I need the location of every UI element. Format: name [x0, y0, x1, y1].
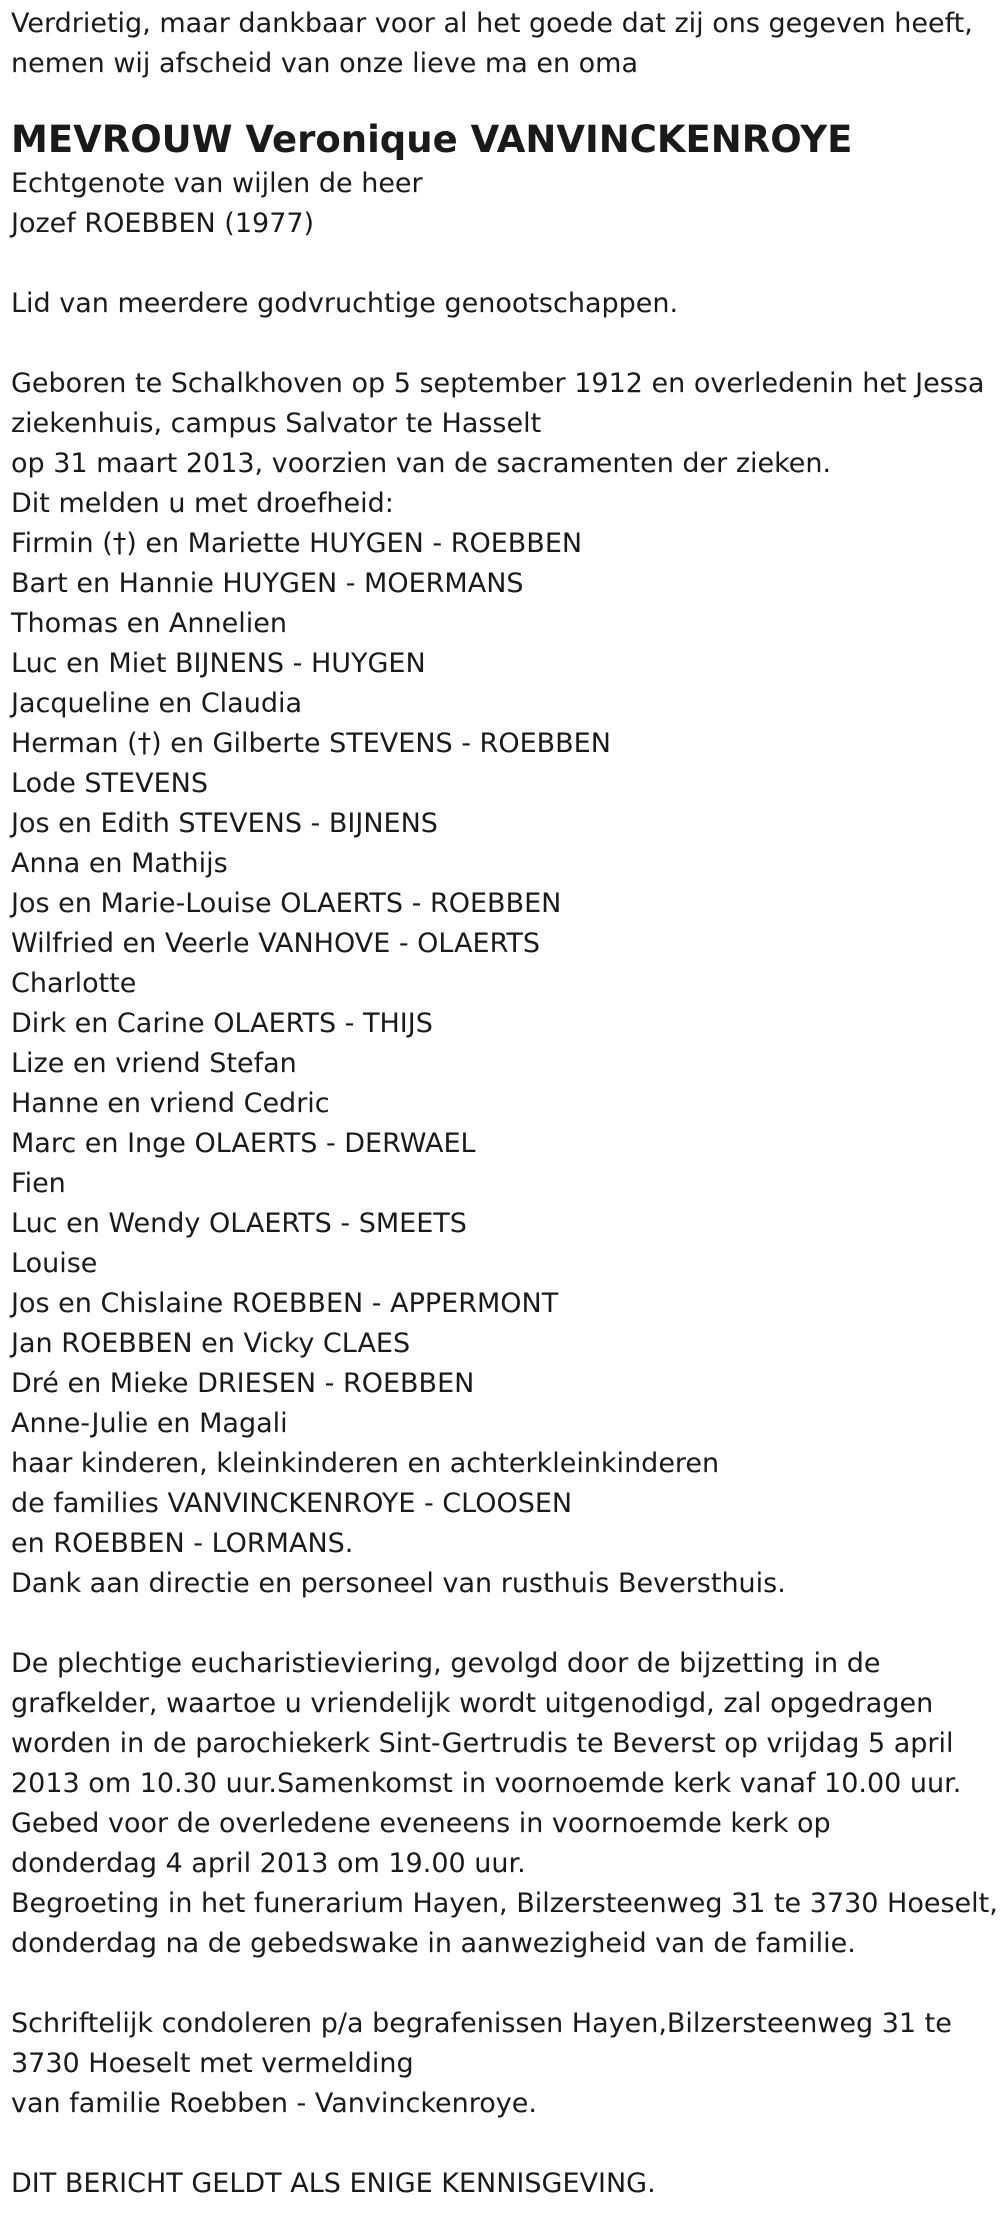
mourner-line: Charlotte [11, 968, 137, 999]
birth-death-line: ziekenhuis, campus Salvator te Hasselt [11, 408, 542, 439]
birth-death-line: op 31 maart 2013, voorzien van de sacramenten der zieken. [11, 448, 832, 479]
membership-line: Lid van meerdere godvruchtige genootschappen. [11, 288, 679, 319]
ceremony-line: Gebed voor de overledene eveneens in voornoemde kerk op [11, 1808, 831, 1839]
spacer [11, 1964, 990, 2004]
mourner-line: Jacqueline en Claudia [11, 688, 303, 719]
mourner-line: Hanne en vriend Cedric [11, 1088, 330, 1119]
ceremony-line: Begroeting in het funerarium Hayen, Bilzersteenweg 31 te 3730 Hoeselt, [11, 1888, 998, 1919]
spacer [11, 244, 990, 284]
intro-line: nemen wij afscheid van onze lieve ma en oma [11, 48, 639, 79]
mourner-line: en ROEBBEN - LORMANS. [11, 1528, 354, 1559]
mourner-line: haar kinderen, kleinkinderen en achterkleinkinderen [11, 1448, 720, 1479]
birth-death-line: Dit melden u met droefheid: [11, 488, 394, 519]
intro-block [11, 4, 990, 84]
mourner-line: Marc en Inge OLAERTS - DERWAEL [11, 1128, 476, 1159]
ceremony-line: donderdag na de gebedswake in aanwezigheid van de familie. [11, 1928, 856, 1959]
mourner-line: Jos en Chislaine ROEBBEN - APPERMONT [11, 1288, 559, 1319]
mourners-list [11, 524, 990, 1604]
mourner-line: Lode STEVENS [11, 768, 208, 799]
mourner-line: Jan ROEBBEN en Vicky CLAES [11, 1328, 411, 1359]
condolences-line: Schriftelijk condoleren p/a begrafenissen Hayen,Bilzersteenweg 31 te [11, 2008, 952, 2039]
mourner-line: Dré en Mieke DRIESEN - ROEBBEN [11, 1368, 475, 1399]
mourner-line: Firmin (†) en Mariette HUYGEN - ROEBBEN [11, 528, 583, 559]
birth-death-line: Geboren te Schalkhoven op 5 september 1912 en overledenin het Jessa [11, 368, 985, 399]
spacer [11, 2124, 990, 2164]
notice-line: DIT BERICHT GELDT ALS ENIGE KENNISGEVING. [11, 2168, 656, 2199]
condolences-block [11, 2004, 990, 2124]
mourner-line: Anne-Julie en Magali [11, 1408, 288, 1439]
ceremony-line: De plechtige eucharistieviering, gevolgd door de bijzetting in de [11, 1648, 881, 1679]
mourner-line: Anna en Mathijs [11, 848, 228, 879]
ceremony-line: donderdag 4 april 2013 om 19.00 uur. [11, 1848, 526, 1879]
mourner-line: Jos en Marie-Louise OLAERTS - ROEBBEN [11, 888, 562, 919]
mourner-line: Dirk en Carine OLAERTS - THIJS [11, 1008, 433, 1039]
birth-death-block [11, 364, 990, 524]
ceremony-line: grafkelder, waartoe u vriendelijk wordt uitgenodigd, zal opgedragen [11, 1688, 934, 1719]
intro-line: Verdrietig, maar dankbaar voor al het goede dat zij ons gegeven heeft, [11, 8, 973, 39]
mourner-line: Wilfried en Veerle VANHOVE - OLAERTS [11, 928, 541, 959]
spouse-block [11, 164, 990, 244]
ceremony-line: 2013 om 10.30 uur.Samenkomst in voornoemde kerk vanaf 10.00 uur. [11, 1768, 962, 1799]
mourner-line: Fien [11, 1168, 66, 1199]
spacer [11, 324, 990, 364]
condolences-line: van familie Roebben - Vanvinckenroye. [11, 2088, 537, 2119]
mourner-line: Lize en vriend Stefan [11, 1048, 297, 1079]
condolences-line: 3730 Hoeselt met vermelding [11, 2048, 414, 2079]
mourner-line: Jos en Edith STEVENS - BIJNENS [11, 808, 438, 839]
mourner-line: Herman (†) en Gilberte STEVENS - ROEBBEN [11, 728, 611, 759]
mourner-line: Luc en Miet BIJNENS - HUYGEN [11, 648, 426, 679]
mourner-line: Luc en Wendy OLAERTS - SMEETS [11, 1208, 467, 1239]
spouse-line: Jozef ROEBBEN (1977) [11, 208, 315, 239]
spouse-line: Echtgenote van wijlen de heer [11, 168, 423, 199]
mourner-line: Dank aan directie en personeel van rusthuis Beversthuis. [11, 1568, 786, 1599]
ceremony-block [11, 1644, 998, 1964]
mourner-line: de families VANVINCKENROYE - CLOOSEN [11, 1488, 573, 1519]
spacer [11, 1604, 990, 1644]
mourner-line: Louise [11, 1248, 98, 1279]
deceased-name: MEVROUW Veronique VANVINCKENROYE [11, 118, 853, 161]
mourner-line: Bart en Hannie HUYGEN - MOERMANS [11, 568, 524, 599]
mourner-line: Thomas en Annelien [11, 608, 287, 639]
ceremony-line: worden in de parochiekerk Sint-Gertrudis te Beverst op vrijdag 5 april [11, 1728, 954, 1759]
